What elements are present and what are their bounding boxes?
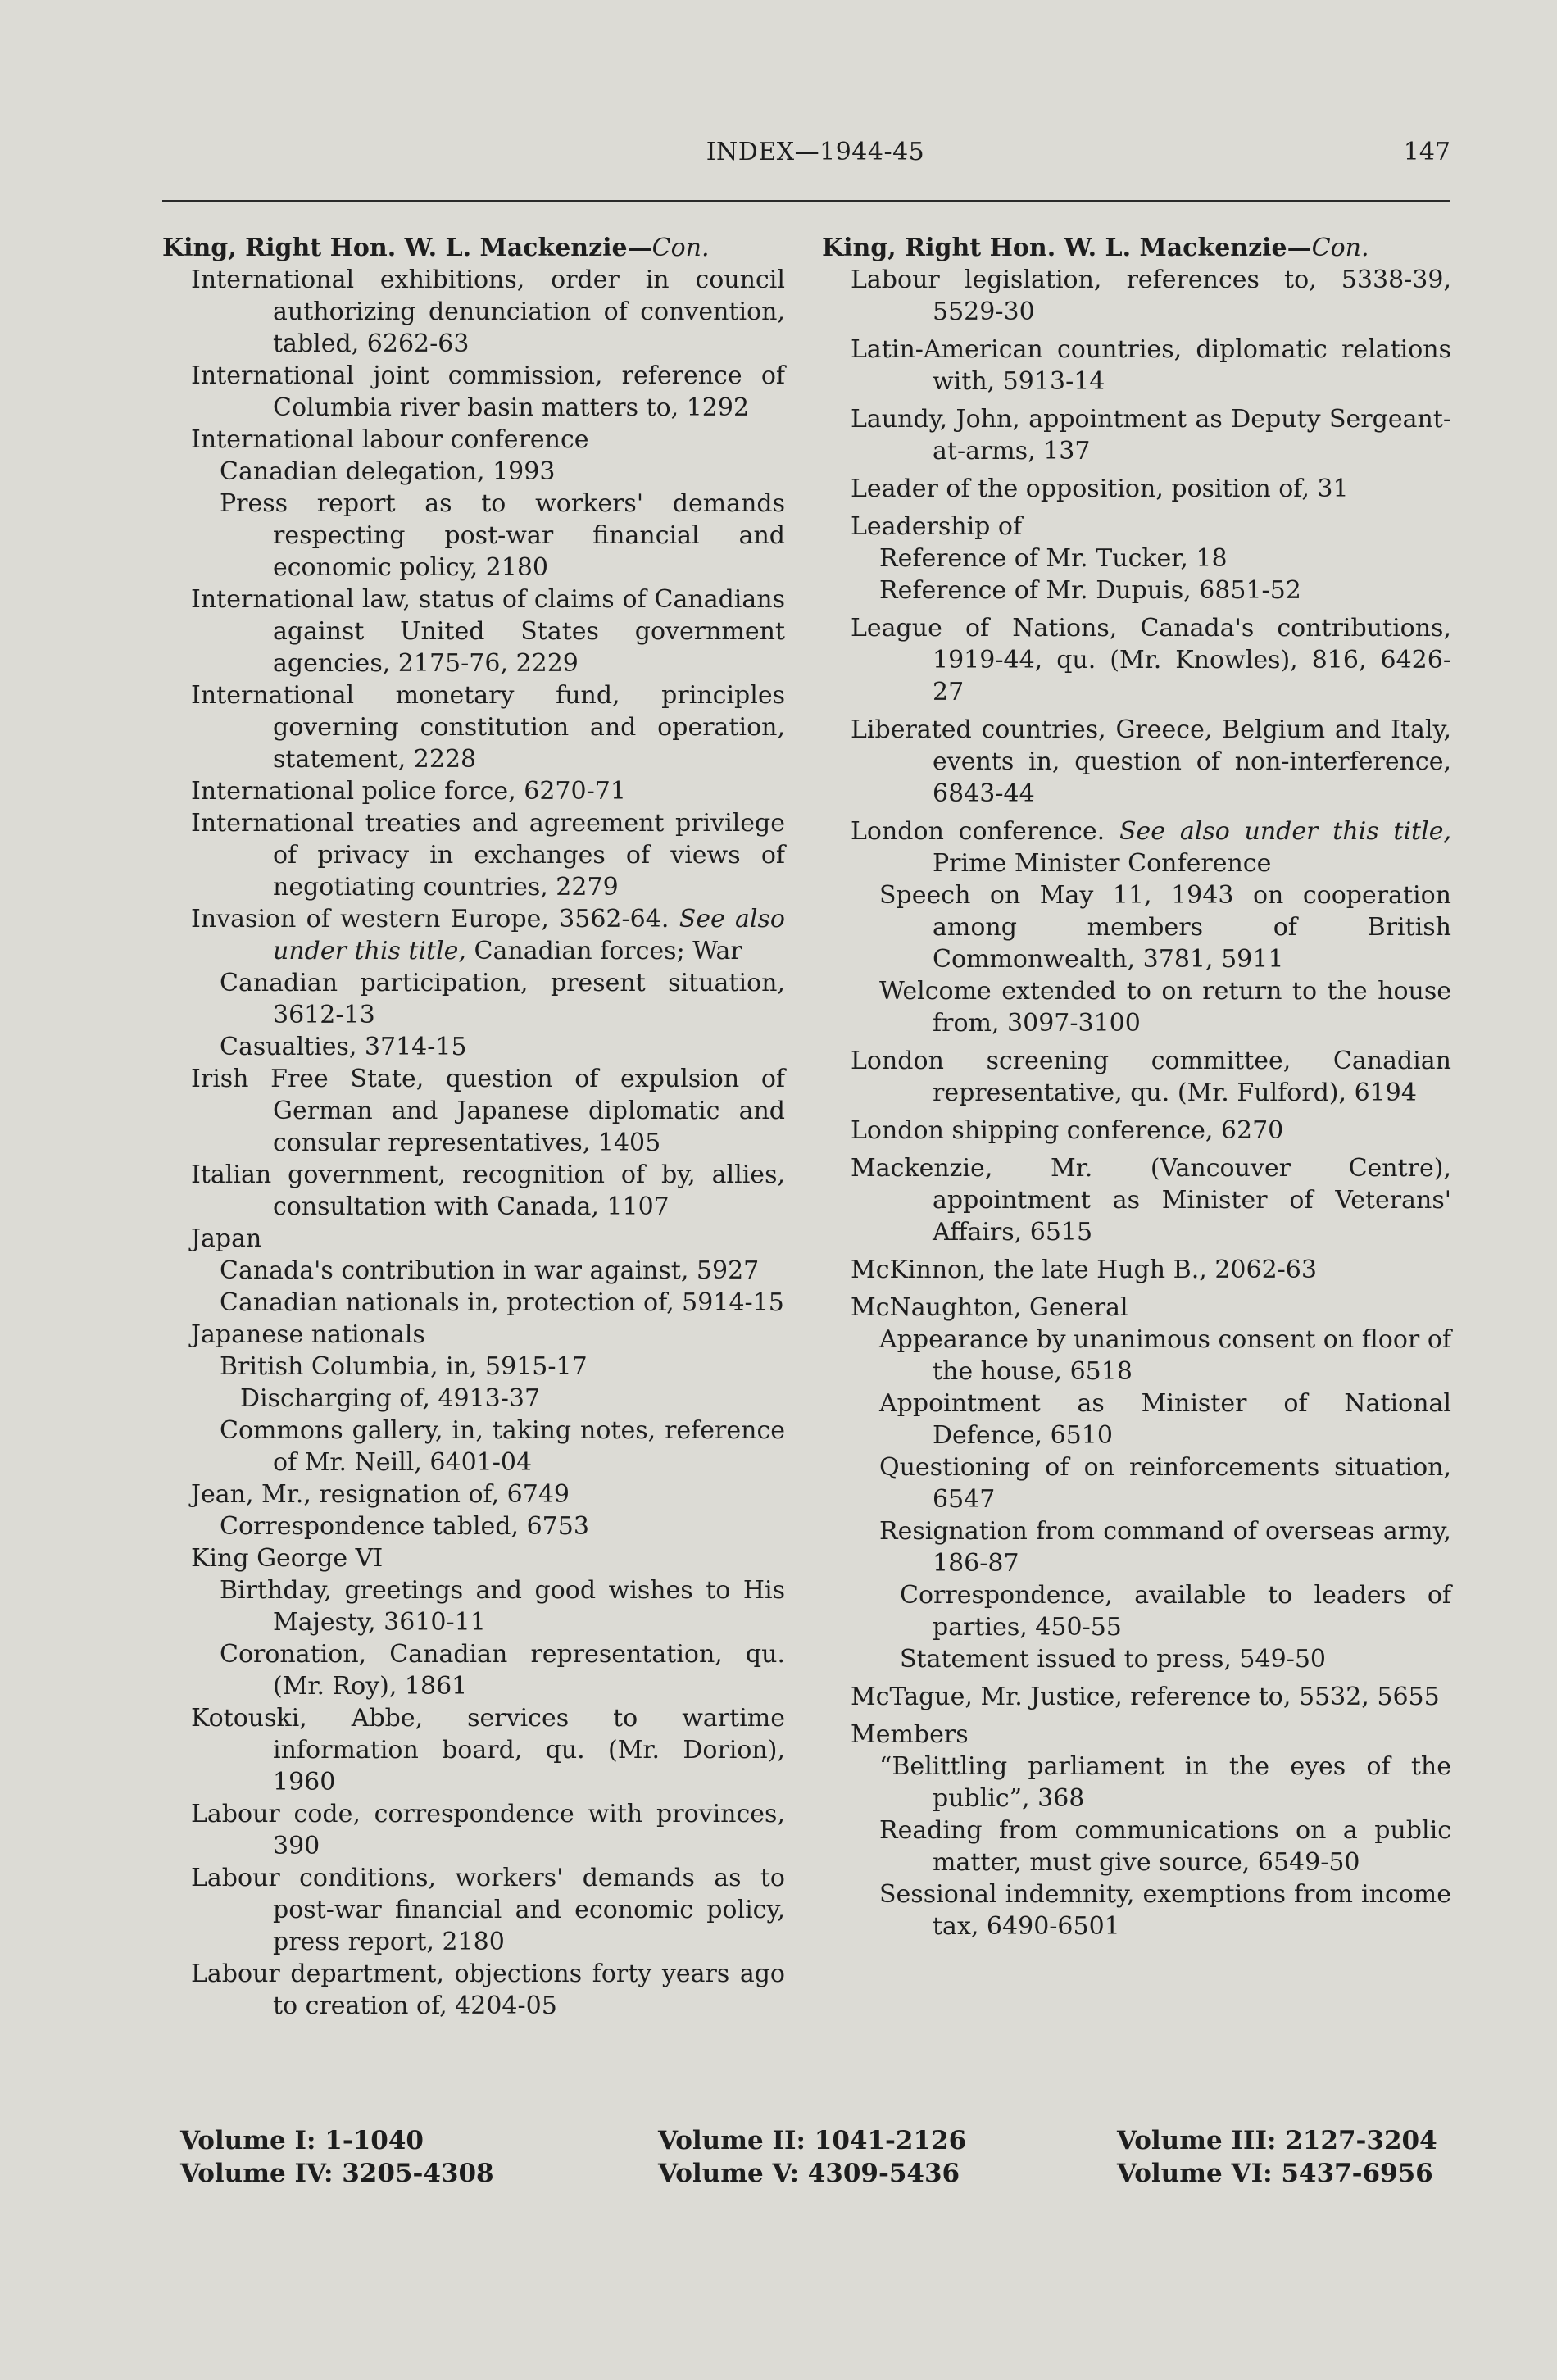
index-entry: London screening committee, Canadian representative, qu. (Mr. Fulford), 6194 [851,1047,1451,1107]
index-entry: Mackenzie, Mr. (Vancouver Centre), appointment as Minister of Veterans' Affairs, 6515 [851,1154,1451,1247]
volume-range: Volume V: 4309-5436 [658,2159,960,2188]
index-entry: Casualties, 3714-15 [220,1033,467,1061]
index-entry: Speech on May 11, 1943 on cooperation among members of British Commonwealth, 3781, 5911 [879,881,1451,974]
index-entry: Resignation from command of overseas army, 186-87 [879,1517,1451,1578]
index-entry: King George VI [191,1544,384,1573]
volume-range: Volume II: 1041-2126 [658,2126,967,2155]
volume-range: Volume VI: 5437-6956 [1117,2159,1433,2188]
index-entry: Labour department, objections forty years ago to creation of, 4204-05 [191,1960,785,2020]
index-entry: Members [851,1720,969,1749]
index-entry: Appointment as Minister of National Defence, 6510 [879,1389,1451,1450]
index-column-left [162,232,785,2022]
index-entry: London conference. See also under this title, Prime Minister Conference [851,817,1451,878]
index-entry: Coronation, Canadian representation, qu. (Mr. Roy), 1861 [220,1640,785,1701]
volume-range: Volume IV: 3205-4308 [180,2159,494,2188]
index-entry: International joint commission, reference of Columbia river basin matters to, 1292 [191,361,785,422]
index-entry: International law, status of claims of Canadians against United States government agencies, 2175-76, 2229 [191,585,785,678]
index-entry: Reference of Mr. Tucker, 18 [879,544,1228,573]
index-entry: Jean, Mr., resignation of, 6749 [191,1480,570,1509]
index-entry: Questioning of on reinforcements situation, 6547 [879,1453,1451,1514]
index-entry: British Columbia, in, 5915-17 [220,1352,588,1381]
index-entry: Canadian participation, present situation, 3612-13 [220,969,785,1029]
index-entry: Invasion of western Europe, 3562-64. See also under this title, Canadian forces; War [191,905,785,965]
index-entry: Appearance by unanimous consent on floor of the house, 6518 [879,1325,1451,1386]
index-entry: Welcome extended to on return to the house from, 3097-3100 [879,977,1451,1038]
index-entry: Press report as to workers' demands respecting post-war financial and economic policy, 2180 [220,489,785,582]
index-entry: London shipping conference, 6270 [851,1116,1284,1145]
index-entry: McKinnon, the late Hugh B., 2062-63 [851,1256,1317,1284]
column-heading: King, Right Hon. W. L. Mackenzie—Con. [162,234,710,262]
index-entry: Irish Free State, question of expulsion of German and Japanese diplomatic and consular representatives, 1405 [191,1065,785,1157]
index-entry: Commons gallery, in, taking notes, reference of Mr. Neill, 6401-04 [220,1416,785,1477]
page-number: 147 [1403,138,1450,166]
index-entry: Canada's contribution in war against, 5927 [220,1256,760,1285]
page-title: INDEX—1944-45 [706,138,925,166]
index-entry: International treaties and agreement privilege of privacy in exchanges of views of negotiating countries, 2279 [191,809,785,902]
index-column-right [822,232,1451,1942]
index-entry: Leader of the opposition, position of, 31 [851,475,1349,503]
index-entry: McNaughton, General [851,1293,1128,1322]
index-entry: International exhibitions, order in council authorizing denunciation of convention, tabled, 6262-63 [191,266,785,358]
page-header [180,138,1450,179]
column-heading: King, Right Hon. W. L. Mackenzie—Con. [822,234,1369,262]
volume-range: Volume III: 2127-3204 [1117,2126,1437,2155]
index-entry: Labour conditions, workers' demands as to post-war financial and economic policy, press report, 2180 [191,1864,785,1956]
index-entry: Reading from communications on a public matter, must give source, 6549-50 [879,1816,1451,1877]
index-entry: Correspondence, available to leaders of parties, 450-55 [900,1581,1451,1642]
index-entry: Birthday, greetings and good wishes to His Majesty, 3610-11 [220,1576,785,1637]
index-entry: Latin-American countries, diplomatic relations with, 5913-14 [851,335,1451,396]
index-entry: League of Nations, Canada's contributions, 1919-44, qu. (Mr. Knowles), 816, 6426-27 [851,614,1451,706]
index-entry: Canadian nationals in, protection of, 5914-15 [220,1288,784,1317]
index-entry: Correspondence tabled, 6753 [220,1512,589,1541]
index-entry: Italian government, recognition of by, allies, consultation with Canada, 1107 [191,1160,785,1221]
header-rule [162,200,1450,202]
index-entry: Canadian delegation, 1993 [220,457,556,486]
index-entry: Labour code, correspondence with provinces, 390 [191,1800,785,1860]
index-entry: Labour legislation, references to, 5338-39, 5529-30 [851,266,1451,326]
index-entry: Reference of Mr. Dupuis, 6851-52 [879,576,1301,605]
index-entry: International police force, 6270-71 [191,777,626,806]
index-entry: International labour conference [191,425,589,454]
index-entry: Statement issued to press, 549-50 [900,1645,1327,1674]
index-entry: Kotouski, Abbe, services to wartime information board, qu. (Mr. Dorion), 1960 [191,1704,785,1796]
index-entry: Japan [191,1224,262,1253]
index-entry: Discharging of, 4913-37 [240,1384,541,1413]
volume-range: Volume I: 1-1040 [180,2126,424,2155]
index-entry: International monetary fund, principles governing constitution and operation, statement, 2228 [191,681,785,774]
index-entry: Laundy, John, appointment as Deputy Sergeant-at-arms, 137 [851,405,1451,466]
index-entry: Liberated countries, Greece, Belgium and Italy, events in, question of non-interference, 6843-44 [851,715,1451,808]
index-entry: Sessional indemnity, exemptions from income tax, 6490-6501 [879,1880,1451,1941]
index-entry: “Belittling parliament in the eyes of the public”, 368 [879,1752,1451,1813]
index-entry: Japanese nationals [191,1320,425,1349]
index-entry: McTague, Mr. Justice, reference to, 5532, 5655 [851,1683,1440,1711]
index-entry: Leadership of [851,512,1023,541]
